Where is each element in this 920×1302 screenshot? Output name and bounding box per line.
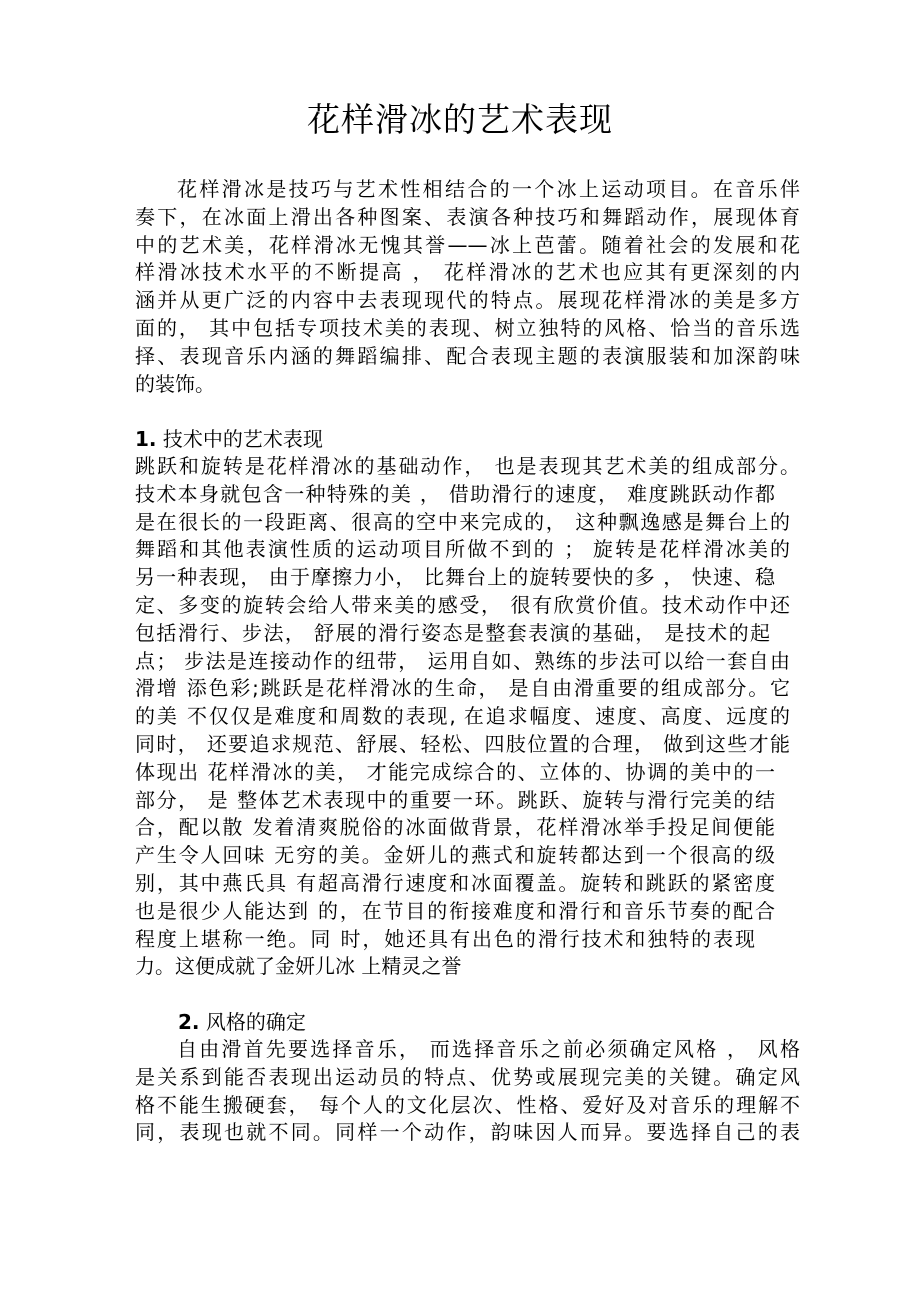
text-line: 涵并从更广泛的内容中去表现现代的特点。展现花样滑冰的美是多方 [135,288,800,313]
section-technique-paragraph [135,453,800,981]
text-line: 样滑冰技术水平的不断提高 ， 花样滑冰的艺术也应其有更深刻的内 [135,260,800,285]
text-line: 面的， 其中包括专项技术美的表现、树立独特的风格、恰当的音乐选 [135,315,800,340]
text-line: 定、多变的旋转会给人带来美的感受， 很有欣赏价值。技术动作中还 [135,592,790,617]
text-line: 部分， 是 整体艺术表现中的重要一环。跳跃、旋转与滑行完美的结 [135,787,775,812]
text-line: 是在很长的一段距离、很高的空中来完成的， 这种飘逸感是舞台上的 [135,509,790,534]
text-line: 舞蹈和其他表演性质的运动项目所做不到的 ； 旋转是花样滑冰美的 [135,537,790,562]
text-line: 跳跃和旋转是花样滑冰的基础动作， 也是表现其艺术美的组成部分。 [135,454,800,478]
text-line: 自由滑首先要选择音乐， 而选择音乐之前必须确定风格 ， 风格 [177,1037,800,1061]
text-line: 技术本身就包含一种特殊的美 ， 借助滑行的速度， 难度跳跃动作都 [135,481,775,506]
section-number: 1. [135,427,157,451]
text-line: 包括滑行、步法， 舒展的滑行姿态是整套表演的基础， 是技术的起 [135,620,770,645]
text-line: 的美 不仅仅是难度和周数的表现, 在追求幅度、速度、高度、远度的 [135,704,790,729]
text-line: 滑增 添色彩;跳跃是花样滑冰的生命， 是自由滑重要的组成部分。它 [135,676,790,701]
section-title: 风格的确定 [205,1010,306,1034]
intro-paragraph [135,176,800,398]
text-line: 同时， 还要追求规范、舒展、轻松、四肢位置的合理， 做到这些才能 [135,731,790,756]
section-style-paragraph [135,1036,800,1147]
text-line: 体现出 花样滑冰的美， 才能完成综合的、立体的、协调的美中的一 [135,759,775,784]
text-line: 中的艺术美，花样滑冰无愧其誉——冰上芭蕾。随着社会的发展和花 [135,232,800,257]
text-line: 的装饰。 [135,371,215,396]
text-line: 产生令人回味 无穷的美。金妍儿的燕式和旋转都达到一个很高的级 [135,843,775,868]
text-line: 格不能生搬硬套， 每个人的文化层次、性格、爱好及对音乐的理解不 [135,1092,800,1117]
text-line: 择、表现音乐内涵的舞蹈编排、配合表现主题的表演服装和加深韵味 [135,343,800,368]
text-line: 点； 步法是连接动作的纽带， 运用自如、熟练的步法可以给一套自由 [135,648,790,673]
section-number: 2. [178,1010,200,1034]
text-line: 力。这便成就了金妍儿冰 上精灵之誉 [135,954,462,979]
text-line: 也是很少人能达到 的，在节目的衔接难度和滑行和音乐节奏的配合 [135,898,775,923]
page-title: 花样滑冰的艺术表现 [307,100,613,139]
text-line: 合，配以散 发着清爽脱俗的冰面做背景，花样滑冰举手投足间便能 [135,815,775,840]
text-line: 奏下，在冰面上滑出各种图案、表演各种技巧和舞蹈动作，展现体育 [135,204,800,229]
section-heading-style [178,1008,306,1036]
text-line: 别，其中燕氏具 有超高滑行速度和冰面覆盖。旋转和跳跃的紧密度 [135,870,775,895]
text-line: 同，表现也就不同。同样一个动作，韵味因人而异。要选择自己的表 [135,1120,800,1145]
text-line: 是关系到能否表现出运动员的特点、优势或展现完美的关键。确定风 [135,1064,800,1089]
section-title: 技术中的艺术表现 [162,427,323,451]
section-heading-technique [135,425,323,453]
text-line: 程度上堪称一绝。同 时，她还具有出色的滑行技术和独特的表现 [135,926,755,951]
text-line: 花样滑冰是技巧与艺术性相结合的一个冰上运动项目。在音乐伴 [177,177,800,201]
text-line: 另一种表现， 由于摩擦力小， 比舞台上的旋转要快的多 ， 快速、稳 [135,565,775,590]
